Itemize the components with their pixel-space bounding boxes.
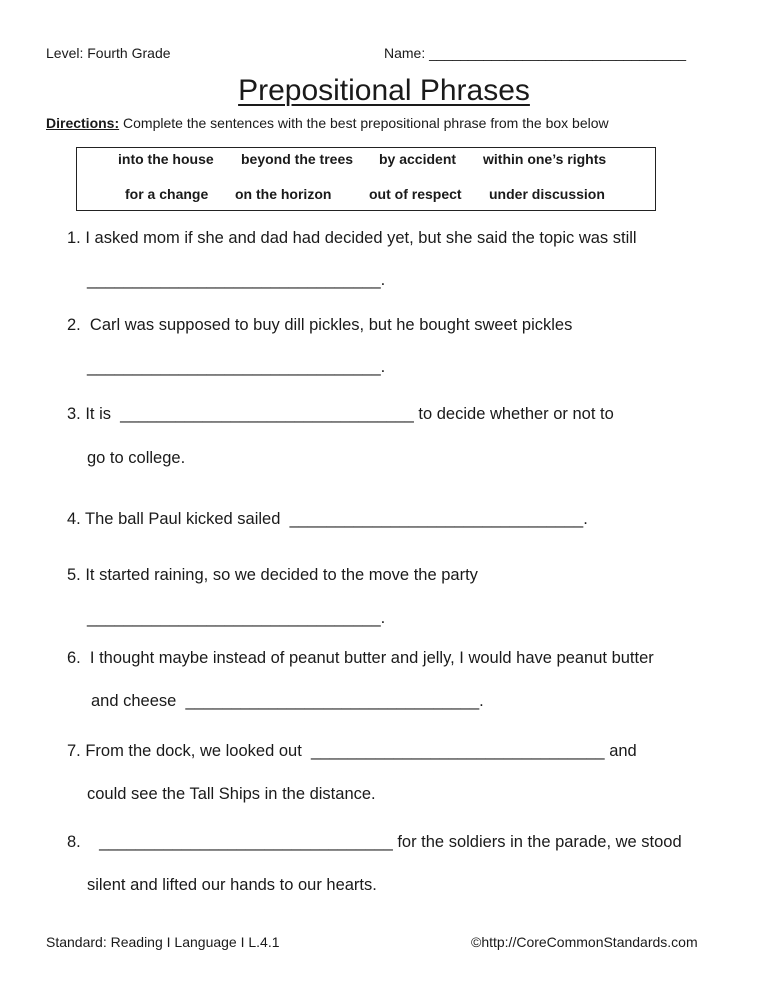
question-8-line-2: silent and lifted our hands to our hearts. xyxy=(87,876,377,894)
footer-website: ©http://CoreCommonStandards.com xyxy=(471,934,698,950)
question-5-line-1: 5. It started raining, so we decided to the move the party xyxy=(67,566,478,584)
phrase-by-accident: by accident xyxy=(379,151,457,167)
phrase-under-discussion: under discussion xyxy=(489,186,605,202)
directions-text: Complete the sentences with the best prepositional phrase from the box below xyxy=(119,115,609,131)
footer-standard: Standard: Reading I Language I L.4.1 xyxy=(46,934,280,950)
page-title: Prepositional Phrases xyxy=(238,74,530,107)
question-8-line-1: 8. ________________________________ for the soldiers in the parade, we stood xyxy=(67,833,682,851)
question-2-line-2: ________________________________. xyxy=(87,358,386,376)
question-5-line-2: ________________________________. xyxy=(87,609,386,627)
name-field-label: Name: _________________________________ xyxy=(384,45,687,61)
phrase-beyond-the-trees: beyond the trees xyxy=(241,151,354,167)
question-3-line-2: go to college. xyxy=(87,449,186,467)
phrase-into-the-house: into the house xyxy=(118,151,214,167)
phrase-word-box xyxy=(76,147,656,211)
question-7-line-1: 7. From the dock, we looked out ________________________________ and xyxy=(67,742,637,760)
phrase-within-ones-rights: within one’s rights xyxy=(483,151,607,167)
question-6-line-1: 6. I thought maybe instead of peanut butter and jelly, I would have peanut butter xyxy=(67,649,654,667)
question-2-line-1: 2. Carl was supposed to buy dill pickles, but he bought sweet pickles xyxy=(67,316,573,334)
phrase-on-the-horizon: on the horizon xyxy=(235,186,332,202)
question-3-line-1: 3. It is ________________________________ to decide whether or not to xyxy=(67,405,614,423)
level-label: Level: Fourth Grade xyxy=(46,45,171,61)
phrase-out-of-respect: out of respect xyxy=(369,186,462,202)
directions xyxy=(46,115,609,131)
phrase-for-a-change: for a change xyxy=(125,186,209,202)
question-4-line-1: 4. The ball Paul kicked sailed ________________________________. xyxy=(67,510,588,528)
directions-label: Directions: xyxy=(46,115,120,131)
question-1-line-1: 1. I asked mom if she and dad had decided yet, but she said the topic was still xyxy=(67,229,637,247)
question-1-line-2: ________________________________. xyxy=(87,271,386,289)
question-6-line-2: and cheese ________________________________. xyxy=(91,692,484,710)
question-7-line-2: could see the Tall Ships in the distance. xyxy=(87,785,376,803)
